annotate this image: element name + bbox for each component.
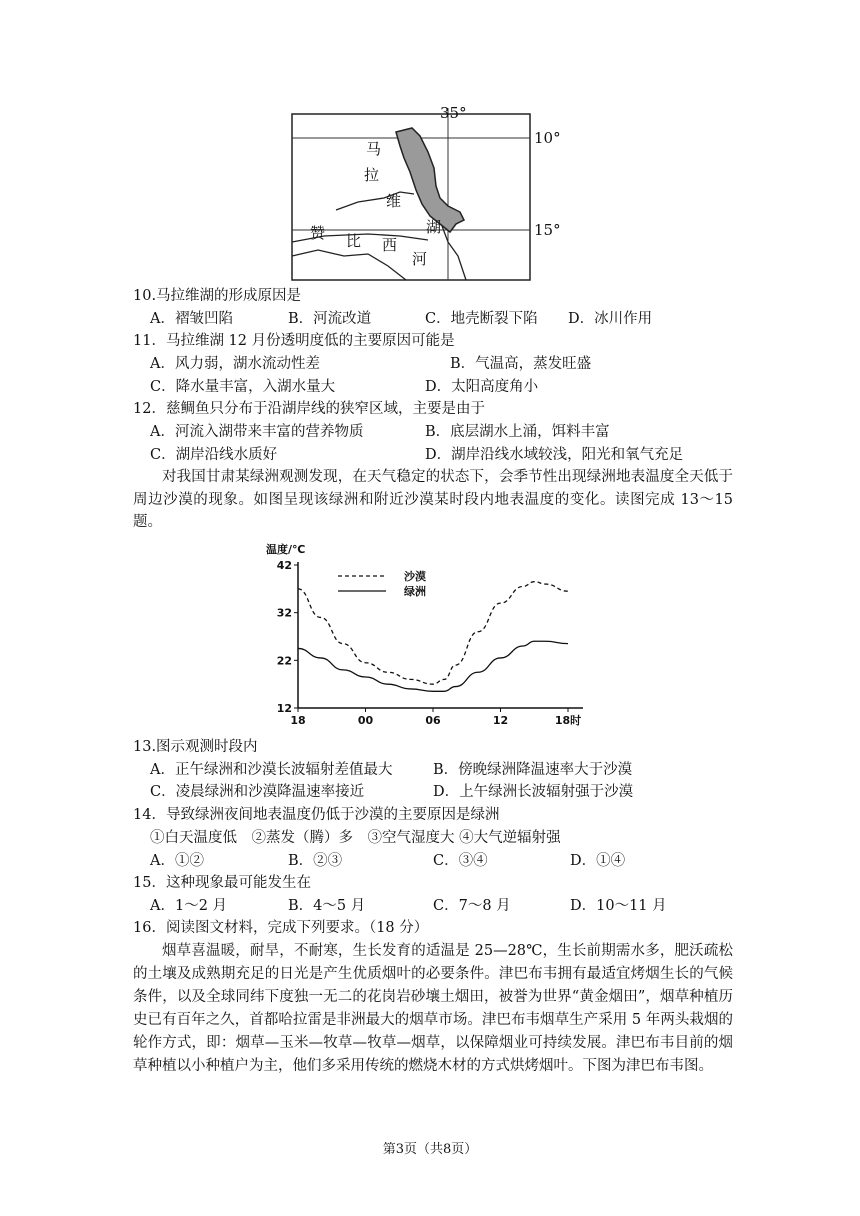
option: D．上午绿洲长波辐射强于沙漠 — [433, 784, 634, 800]
option: C．湖岸沿线水质好 — [150, 447, 278, 463]
map-char: 马 — [366, 140, 382, 158]
question-16-material: 烟草喜温暖，耐旱，不耐寒，生长发育的适温是 25—28℃，生长前期需水多，肥沃疏松的土壤及成熟期充足的日光是产生优质烟叶的必要条件。津巴布韦拥有最适宜烤烟生长的气候条件，以及全球同纬下度独一无二的花岗岩砂壤土烟田，被誉为世界“黄金烟田”，烟草种植历史已有百年之久，首都哈拉雷是非洲最大的烟草市场。津巴布韦烟草生产采用 5 年两头栽烟的轮作方式，即：烟草—玉米—牧草—牧草—烟草，以保障烟业可持续发展。津巴布韦目前的烟草种植以小种植户为主，他们多采用传统的燃烧木材的方式烘烤烟叶。下图为津巴布韦图。 — [133, 943, 733, 1074]
page-footer: 第3页（共8页） — [382, 1142, 478, 1157]
malawi-lake-map — [288, 106, 578, 281]
y-tick-label: 22 — [276, 654, 292, 668]
lon-label: 35° — [440, 106, 467, 122]
temperature-chart — [258, 540, 608, 732]
legend-label: 绿洲 — [404, 585, 426, 598]
map-char: 比 — [346, 232, 362, 250]
option: A．①② — [150, 853, 204, 869]
option: C．③④ — [433, 853, 488, 869]
option: B．②③ — [288, 853, 343, 869]
option: D．湖岸沿线水域较浅，阳光和氧气充足 — [425, 447, 684, 463]
question-stem: 15．这种现象最可能发生在 — [133, 875, 311, 891]
x-tick-label: 18 — [290, 714, 306, 727]
option: D．①④ — [570, 853, 626, 869]
question-stem: 12．慈鲷鱼只分布于沿湖岸线的狭窄区域，主要是由于 — [133, 401, 485, 417]
option: C．地壳断裂下陷 — [425, 311, 538, 327]
y-tick-label: 32 — [276, 606, 292, 620]
option: B．河流改道 — [288, 311, 372, 327]
option: D．10～11 月 — [570, 898, 667, 914]
option: B．底层湖水上涌，饵料丰富 — [425, 424, 610, 440]
lat-top-label: 10° — [534, 129, 561, 147]
question-stem: 11．马拉维湖 12 月份透明度低的主要原因可能是 — [133, 333, 455, 349]
map-char: 赞 — [310, 224, 326, 242]
question-16-stem: 16．阅读图文材料，完成下列要求。（18 分） — [133, 920, 429, 936]
option: A．风力弱，湖水流动性差 — [150, 356, 320, 372]
y-axis-title: 温度/℃ — [266, 543, 306, 556]
option: B．4～5 月 — [288, 898, 366, 914]
option: D．冰川作用 — [568, 311, 653, 327]
option: A．河流入湖带来丰富的营养物质 — [150, 424, 364, 440]
option: D．太阳高度角小 — [425, 379, 539, 395]
x-tick-label: 12 — [492, 714, 509, 727]
option: B．气温高，蒸发旺盛 — [450, 356, 592, 372]
legend-label: 沙漠 — [404, 570, 426, 583]
option: C．凌晨绿洲和沙漠降温速率接近 — [150, 784, 365, 800]
map-char: 维 — [386, 192, 402, 210]
y-tick-label: 42 — [276, 559, 292, 572]
option: A．1～2 月 — [150, 898, 228, 914]
question-sub-items: ①白天温度低 ②蒸发（腾）多 ③空气湿度大 ④大气逆辐射强 — [150, 830, 561, 846]
x-tick-label: 18时 — [554, 714, 582, 727]
option: C．降水量丰富，入湖水量大 — [150, 379, 336, 395]
question-stem: 13.图示观测时段内 — [133, 739, 258, 755]
option: C．7～8 月 — [433, 898, 511, 914]
x-tick-label: 06 — [425, 714, 441, 727]
intro-paragraph: 对我国甘肃某绿洲观测发现，在天气稳定的状态下，会季节性出现绿洲地表温度全天低于周边沙漠的现象。如图呈现该绿洲和附近沙漠某时段内地表温度的变化。读图完成 13～15 题。 — [133, 469, 733, 530]
option: A．正午绿洲和沙漠长波辐射差值最大 — [150, 762, 393, 778]
map-char: 西 — [382, 236, 398, 254]
x-tick-label: 00 — [357, 714, 374, 727]
question-stem: 10.马拉维湖的形成原因是 — [133, 288, 302, 304]
y-tick-label: 12 — [276, 702, 292, 715]
option: B．傍晚绿洲降温速率大于沙漠 — [433, 762, 633, 778]
map-char: 拉 — [364, 166, 380, 184]
lat-bottom-label: 15° — [534, 221, 561, 239]
question-stem: 14．导致绿洲夜间地表温度仍低于沙漠的主要原因是绿洲 — [133, 807, 500, 823]
lake-shape — [396, 128, 464, 232]
option: A．褶皱凹陷 — [150, 311, 233, 327]
map-char: 湖 — [426, 218, 442, 236]
map-char: 河 — [412, 250, 428, 268]
